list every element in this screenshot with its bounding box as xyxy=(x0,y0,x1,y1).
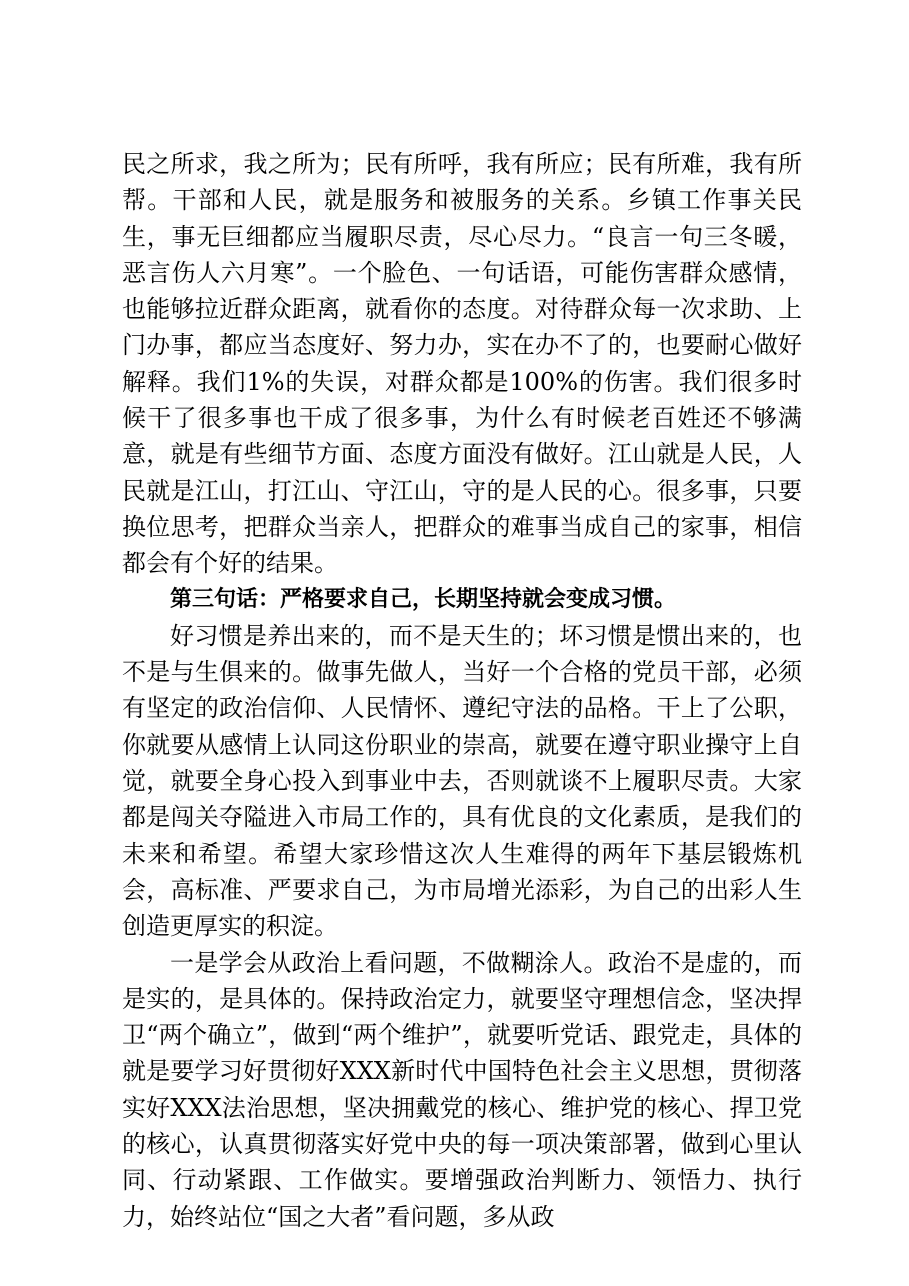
paragraph-good-habits: 好习惯是养出来的，而不是天生的；坏习惯是惯出来的，也不是与生俱来的。做事先做人，当好一个合格的党员干部，必须有坚定的政治信仰、人民情怀、遵纪守法的品格。干上了公职，你就要从感情上认同这份职业的崇高，就要在遵守职业操守上自觉，就要全身心投入到事业中去，否则就谈不上履职尽责。大家都是闯关夺隘进入市局工作的，具有优良的文化素质，是我们的未来和希望。希望大家珍惜这次人生难得的两年下基层锻炼机会，高标准、严要求自己，为市局增光添彩，为自己的出彩人生创造更厚实的积淀。 xyxy=(122,621,802,941)
document-body xyxy=(122,146,802,1235)
section-heading-third-sentence: 第三句话：严格要求自己，长期坚持就会变成习惯。 xyxy=(170,586,677,612)
paragraph-continuation: 民之所求，我之所为；民有所呼，我有所应；民有所难，我有所帮。干部和人民，就是服务和被服务的关系。乡镇工作事关民生，事无巨细都应当履职尽责，尽心尽力。“良言一句三冬暖，恶言伤人六月寒”。一个脸色、一句话语，可能伤害群众感情，也能够拉近群众距离，就看你的态度。对待群众每一次求助、上门办事，都应当态度好、努力办，实在办不了的，也要耐心做好解释。我们1%的失误，对群众都是100%的伤害。我们很多时候干了很多事也干成了很多事，为什么有时候老百姓还不够满意，就是有些细节方面、态度方面没有做好。江山就是人民，人民就是江山，打江山、守江山，守的是人民的心。很多事，只要换位思考，把群众当亲人，把群众的难事当成自己的家事，相信都会有个好的结果。 xyxy=(122,150,802,578)
paragraph-politics: 一是学会从政治上看问题，不做糊涂人。政治不是虚的，而是实的，是具体的。保持政治定力，就要坚守理想信念，坚决捍卫“两个确立”，做到“两个维护”，就要听党话、跟党走，具体的就是要学习好贯彻好XXX新时代中国特色社会主义思想，贯彻落实好XXX法治思想，坚决拥戴党的核心、维护党的核心、捍卫党的核心，认真贯彻落实好党中央的每一项决策部署，做到心里认同、行动紧跟、工作做实。要增强政治判断力、领悟力、执行力，始终站位“国之大者”看问题，多从政 xyxy=(122,948,802,1231)
